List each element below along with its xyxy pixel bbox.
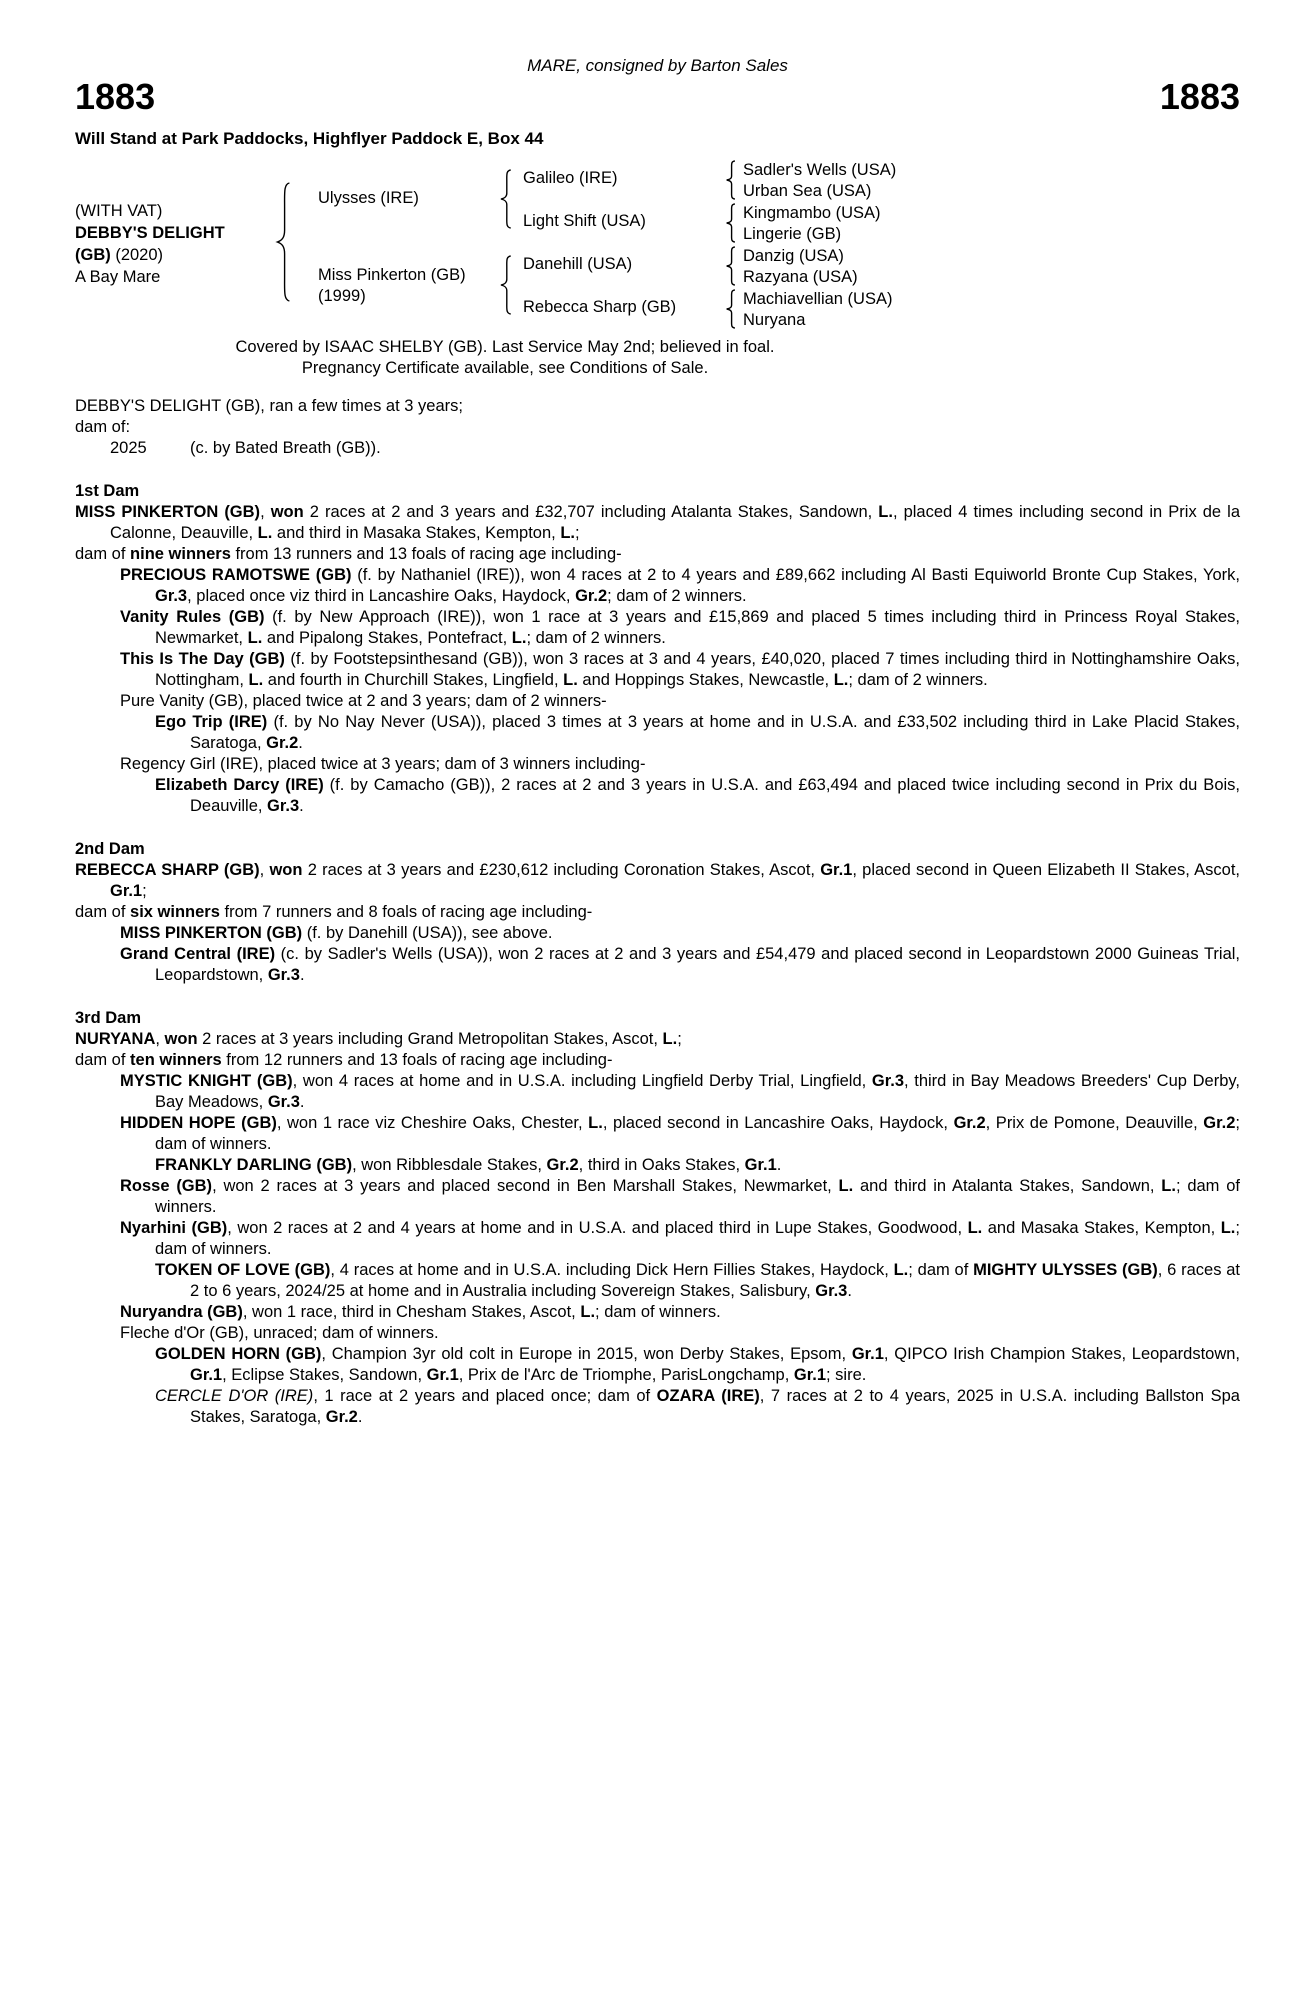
horse-name: DEBBY'S DELIGHT	[75, 224, 225, 242]
entry-grand-central: Grand Central (IRE) (c. by Sadler's Wells (USA)), won 2 races at 2 and 3 years and £54,479 and placed second in Leopardstown 2000 Guineas Trial, Leopardstown, Gr.3.	[120, 945, 1240, 984]
ancestor-name: Danzig (USA)	[743, 247, 844, 265]
section-heading-first-dam: 1st Dam	[75, 482, 140, 500]
first-dam-section	[75, 481, 1240, 817]
pregnancy-certificate-line: Pregnancy Certificate available, see Conditions of Sale.	[301, 359, 709, 377]
brace-icon	[499, 256, 512, 314]
entry-rebecca-sharp: REBECCA SHARP (GB), won 2 races at 3 years and £230,612 including Coronation Stakes, Ascot, Gr.1, placed second in Queen Elizabeth II Stakes, Ascot, Gr.1;	[75, 861, 1240, 900]
covered-line: Covered by ISAAC SHELBY (GB). Last Service May 2nd; believed in foal.	[235, 338, 775, 356]
dam-of-winners-line: dam of nine winners from 13 runners and 13 foals of racing age including-	[75, 545, 622, 563]
produce-year: 2025	[110, 439, 147, 457]
ancestor-name: Razyana (USA)	[743, 268, 858, 286]
granddam-name: Light Shift (USA)	[523, 212, 646, 230]
entry-elizabeth-darcy: Elizabeth Darcy (IRE) (f. by Camacho (GB)), 2 races at 2 and 3 years in U.S.A. and £63,494 and placed twice including second in Prix du Bois, Deauville, Gr.3.	[155, 776, 1240, 815]
entry-this-is-the-day: This Is The Day (GB) (f. by Footstepsinthesand (GB)), won 3 races at 3 and 4 years, £40,020, placed 7 times including third in Nottinghamshire Oaks, Nottingham, L. and fourth in Churchill Stakes, Lingfield, L. and Hoppings Stakes, Newcastle, L.; dam of 2 winners.	[120, 650, 1240, 689]
entry-vanity-rules: Vanity Rules (GB) (f. by New Approach (IRE)), won 1 race at 3 years and £15,869 and placed 5 times including third in Princess Royal Stakes, Newmarket, L. and Pipalong Stakes, Pontefract, L.; dam of 2 winners.	[120, 608, 1240, 647]
horse-description: A Bay Mare	[75, 268, 161, 286]
entry-rosse: Rosse (GB), won 2 races at 3 years and placed second in Ben Marshall Stakes, Newmarket, L. and third in Atalanta Stakes, Sandown, L.; dam of winners.	[120, 1177, 1240, 1216]
brace-icon	[725, 247, 736, 285]
brace-icon	[725, 161, 736, 199]
dam-foaling-year: (1999)	[318, 287, 366, 305]
entry-nyarhini: Nyarhini (GB), won 2 races at 2 and 4 years at home and in U.S.A. and placed third in Lupe Stakes, Goodwood, L. and Masaka Stakes, Kempton, L.; dam of winners.	[120, 1219, 1240, 1258]
grandsire-name: Galileo (IRE)	[523, 169, 618, 187]
produce-record	[75, 396, 1240, 459]
produce-detail: (c. by Bated Breath (GB)).	[190, 439, 381, 457]
entry-golden-horn: GOLDEN HORN (GB), Champion 3yr old colt in Europe in 2015, won Derby Stakes, Epsom, Gr.1, QIPCO Irish Champion Stakes, Leopardstown, Gr.1, Eclipse Stakes, Sandown, Gr.1, Prix de l'Arc de Triomphe, ParisLongchamp, Gr.1; sire.	[155, 1345, 1241, 1384]
entry-frankly-darling: FRANKLY DARLING (GB), won Ribblesdale Stakes, Gr.2, third in Oaks Stakes, Gr.1.	[155, 1156, 782, 1174]
entry-mystic-knight: MYSTIC KNIGHT (GB), won 4 races at home and in U.S.A. including Lingfield Derby Trial, Lingfield, Gr.3, third in Bay Meadows Breeders' Cup Derby, Bay Meadows, Gr.3.	[120, 1072, 1240, 1111]
third-dam-section	[75, 1008, 1240, 1428]
lot-number-right: 1883	[1159, 76, 1240, 117]
consignor-line: MARE, consigned by Barton Sales	[527, 56, 788, 75]
ancestor-name: Machiavellian (USA)	[743, 290, 893, 308]
section-heading-second-dam: 2nd Dam	[75, 840, 145, 858]
second-dam-section	[75, 839, 1240, 986]
brace-icon	[725, 290, 736, 328]
lot-number-left: 1883	[75, 76, 156, 117]
ancestor-name: Nuryana	[743, 311, 806, 329]
granddam-name: Rebecca Sharp (GB)	[523, 298, 677, 316]
dam-name: Miss Pinkerton (GB)	[318, 266, 466, 284]
entry-token-of-love: TOKEN OF LOVE (GB), 4 races at home and in U.S.A. including Dick Hern Fillies Stakes, Haydock, L.; dam of MIGHTY ULYSSES (GB), 6 races at 2 to 6 years, 2024/25 at home and in Australia including Sovereign Stakes, Salisbury, Gr.3.	[155, 1261, 1241, 1300]
entry-nuryandra: Nuryandra (GB), won 1 race, third in Chesham Stakes, Ascot, L.; dam of winners.	[120, 1303, 721, 1321]
brace-icon	[725, 204, 736, 242]
brace-icon	[499, 170, 512, 228]
entry-miss-pinkerton-ref: MISS PINKERTON (GB) (f. by Danehill (USA)), see above.	[120, 924, 553, 942]
entry-fleche-dor: Fleche d'Or (GB), unraced; dam of winners.	[120, 1324, 439, 1342]
mare-race-note: DEBBY'S DELIGHT (GB), ran a few times at 3 years;	[75, 397, 463, 415]
entry-nuryana: NURYANA, won 2 races at 3 years including Grand Metropolitan Stakes, Ascot, L.;	[75, 1030, 682, 1048]
vat-note: (WITH VAT)	[75, 202, 163, 220]
grandsire-name: Danehill (USA)	[523, 255, 633, 273]
entry-regency-girl: Regency Girl (IRE), placed twice at 3 years; dam of 3 winners including-	[120, 755, 646, 773]
pedigree-chart	[75, 155, 1240, 327]
entry-hidden-hope: HIDDEN HOPE (GB), won 1 race viz Cheshire Oaks, Chester, L., placed second in Lancashire Oaks, Haydock, Gr.2, Prix de Pomone, Deauville, Gr.2; dam of winners.	[120, 1114, 1240, 1153]
ancestor-name: Lingerie (GB)	[743, 225, 842, 243]
horse-suffix-year: (GB) (2020)	[75, 246, 164, 264]
stand-location-line: Will Stand at Park Paddocks, Highflyer Paddock E, Box 44	[75, 129, 544, 148]
produce-entry	[75, 438, 1240, 459]
section-heading-third-dam: 3rd Dam	[75, 1009, 142, 1027]
dam-of-label: dam of:	[75, 418, 131, 436]
ancestor-name: Sadler's Wells (USA)	[743, 161, 897, 179]
dam-of-winners-line: dam of ten winners from 12 runners and 13 foals of racing age including-	[75, 1051, 613, 1069]
ancestor-name: Urban Sea (USA)	[743, 182, 872, 200]
entry-precious-ramotswe: PRECIOUS RAMOTSWE (GB) (f. by Nathaniel (IRE)), won 4 races at 2 to 4 years and £89,662 including Al Basti Equiworld Bronte Cup Stakes, York, Gr.3, placed once viz third in Lancashire Oaks, Haydock, Gr.2; dam of 2 winners.	[120, 566, 1240, 605]
entry-cercle-dor: CERCLE D'OR (IRE), 1 race at 2 years and placed once; dam of OZARA (IRE), 7 races at 2 to 4 years, 2025 in U.S.A. including Ballston Spa Stakes, Saratoga, Gr.2.	[155, 1387, 1240, 1426]
dam-of-winners-line: dam of six winners from 7 runners and 8 foals of racing age including-	[75, 903, 593, 921]
lot-numbers	[75, 78, 1240, 116]
entry-miss-pinkerton: MISS PINKERTON (GB), won 2 races at 2 and 3 years and £32,707 including Atalanta Stakes, Sandown, L., placed 4 times including second in Prix de la Calonne, Deauville, L. and third in Masaka Stakes, Kempton, L.;	[75, 503, 1240, 542]
brace-icon	[275, 183, 291, 301]
entry-pure-vanity: Pure Vanity (GB), placed twice at 2 and 3 years; dam of 2 winners-	[120, 692, 607, 710]
ancestor-name: Kingmambo (USA)	[743, 204, 881, 222]
sire-name: Ulysses (IRE)	[318, 189, 419, 207]
covering-details	[75, 337, 935, 379]
entry-ego-trip: Ego Trip (IRE) (f. by No Nay Never (USA)), placed 3 times at 3 years at home and in U.S.A. and £33,502 including third in Lake Placid Stakes, Saratoga, Gr.2.	[155, 713, 1240, 752]
